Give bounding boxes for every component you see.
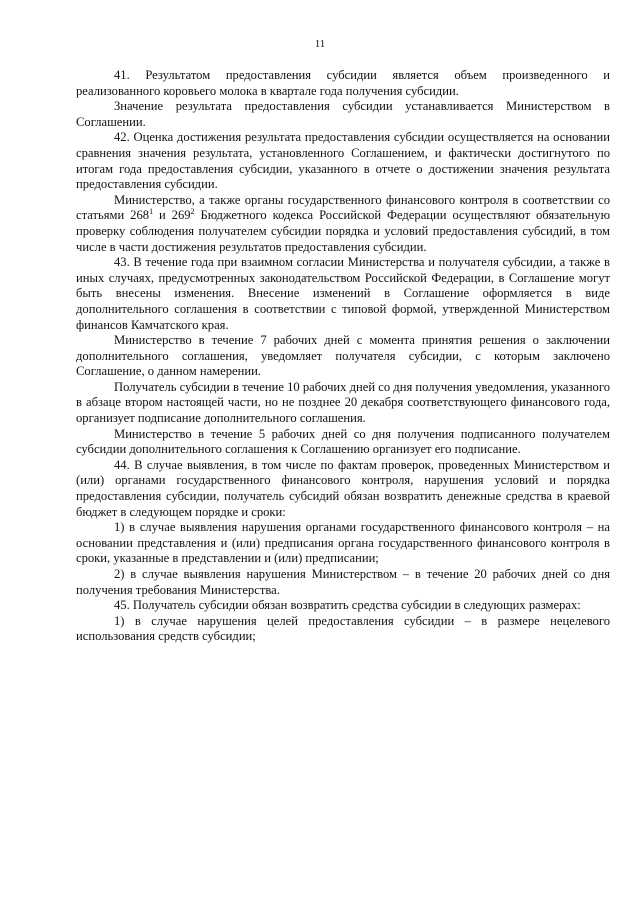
paragraph-control-bodies-text-b: и 269	[153, 208, 191, 223]
paragraph-control-bodies	[76, 193, 610, 255]
superscript-2: 2	[190, 207, 195, 217]
paragraph-ministry-notice: Министерство в течение 7 рабочих дней с момента принятия решения о заключении дополнительного соглашения, уведомляет получателя субсидии, с которым заключено Соглашение, о данном намерении.	[76, 333, 610, 379]
paragraph-ministry-signing: Министерство в течение 5 рабочих дней со дня получения подписанного получателем субсидии дополнительного соглашения к Соглашению организует его подписание.	[76, 426, 610, 457]
paragraph-44-item-2: 2) в случае выявления нарушения Министерством – в течение 20 рабочих дней со дня получения требования Министерства.	[76, 567, 610, 597]
paragraph-45-item-1: 1) в случае нарушения целей предоставления субсидии – в размере нецелевого использования средств субсидии;	[76, 613, 610, 644]
paragraph-control-bodies-text-c: Бюджетного кодекса Российской Федерации осуществляют обязательную проверку соблюдения получателем субсидии порядка и условий предоставления субсидий, в том числе в части достижения результатов предоставления субсидии.	[76, 208, 610, 254]
paragraph-44: 44. В случае выявления, в том числе по фактам проверок, проведенных Министерством и (или) органами государственного финансового контроля, нарушения условий и порядка предоставления субсидии, получатель субсидий обязан возвратить денежные средства в краевой бюджет в следующем порядке и сроки:	[76, 457, 610, 519]
paragraph-43: 43. В течение года при взаимном согласии Министерства и получателя субсидии, а также в иных случаях, предусмотренных законодательством Российской Федерации, в Соглашение могут быть внесены изменения. Внесение изменений в Соглашение оформляется в виде дополнительного соглашения в соответствии с типовой формой, утвержденной Министерством финансов Камчатского края.	[76, 255, 610, 332]
paragraph-41: 41. Результатом предоставления субсидии является объем произведенного и реализованного коровьего молока в квартале года получения субсидии.	[76, 68, 610, 98]
document-body	[76, 68, 610, 645]
paragraph-42: 42. Оценка достижения результата предоставления субсидии осуществляется на основании сравнения значения результата, установленного Соглашением, и фактически достигнутого по итогам года предоставления субсидии, указанного в отчете о достижении значения результата предоставления субсидии.	[76, 130, 610, 192]
superscript-1: 1	[149, 207, 154, 217]
paragraph-control-bodies-text-a: Министерство, а также органы государственного финансового контроля в соответствии со статьями 268	[76, 192, 610, 223]
paragraph-45: 45. Получатель субсидии обязан возвратить средства субсидии в следующих размерах:	[114, 598, 581, 613]
paragraph-recipient-signing: Получатель субсидии в течение 10 рабочих дней со дня получения уведомления, указанного в абзаце втором настоящей части, но не позднее 20 декабря соответствующего финансового года, организует подписание дополнительного соглашения.	[76, 379, 610, 426]
paragraph-result-value: Значение результата предоставления субсидии устанавливается Министерством в Соглашении.	[76, 99, 610, 129]
page-number: 11	[314, 38, 326, 50]
paragraph-44-item-1: 1) в случае выявления нарушения органами государственного финансового контроля – на основании представления и (или) предписания органа государственного финансового контроля в сроки, указанные в представлении и (или) предписании;	[76, 520, 610, 566]
